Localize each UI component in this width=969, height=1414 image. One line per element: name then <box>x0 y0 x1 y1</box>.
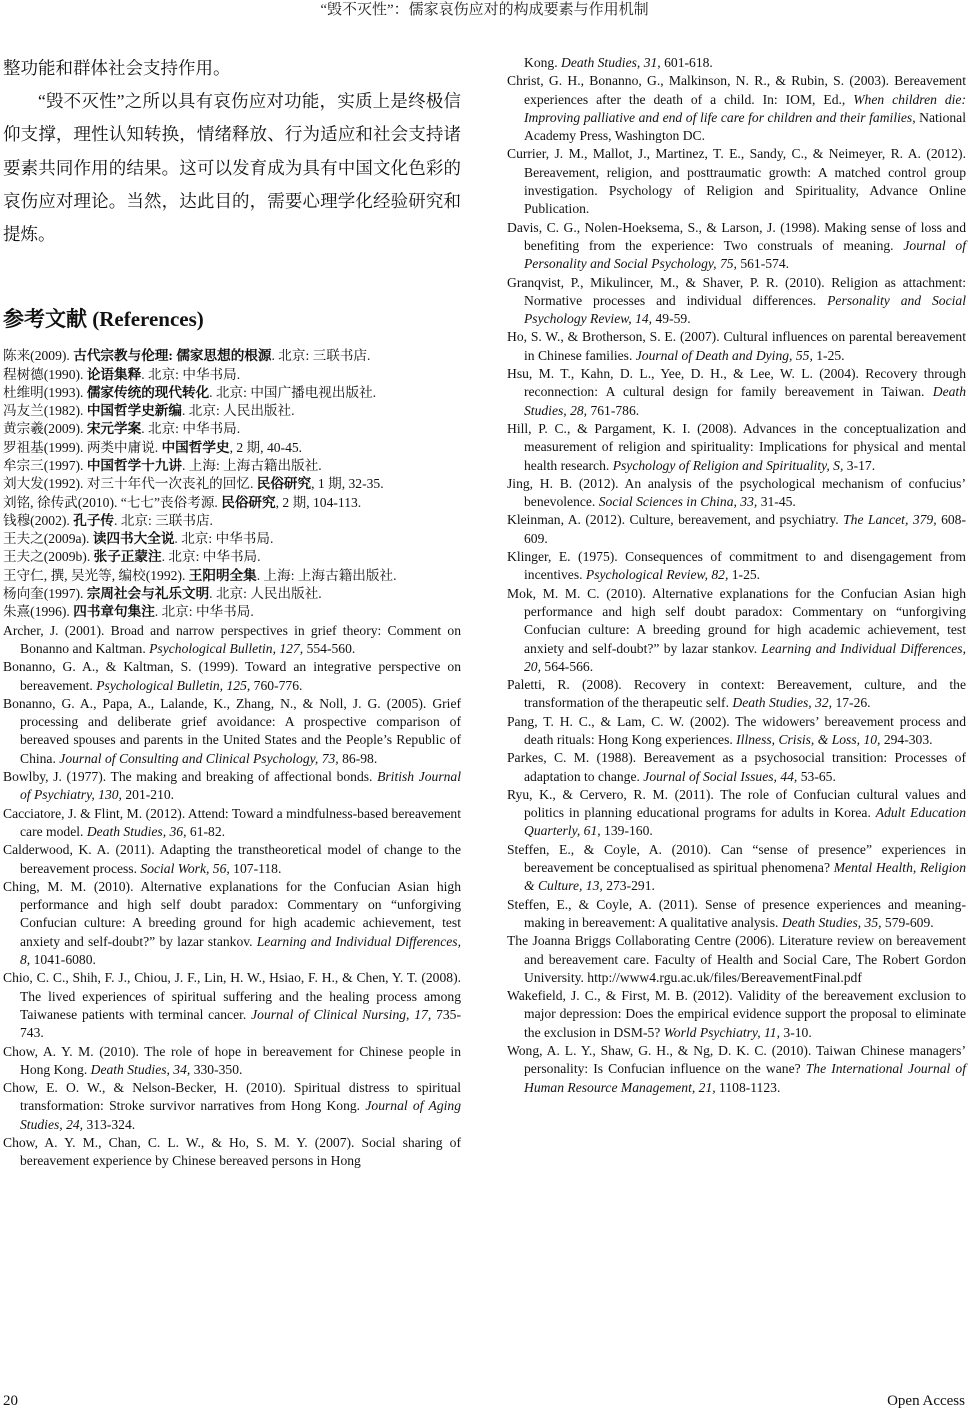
reference-source: Death Studies, 34, <box>90 1061 191 1077</box>
reference-text: Archer, J. (2001). Broad and narrow perspectives in grief theory: Comment on Bonanno and Kaltman. <box>3 622 461 656</box>
reference-text: . 北京: 中华书局. <box>141 421 241 437</box>
reference-text: . 北京: 人民出版社. <box>209 586 322 602</box>
reference-text: 杨向奎(1997). <box>3 586 87 602</box>
reference-entry <box>3 603 461 621</box>
reference-entry <box>507 475 966 512</box>
reference-text: Steffen, E., & Coyle, A. (2010). Can “sense of presence” experiences in bereavement be conceptualised as spiritual phenomena? <box>507 841 966 876</box>
reference-source: Journal of Personality and Social Psychology, 75, <box>524 237 966 272</box>
reference-source: The Lancet, 379, <box>843 512 937 528</box>
reference-text: 王夫之(2009b). <box>3 549 94 565</box>
reference-text: . 北京: 三联书店. <box>271 348 371 364</box>
reference-entry <box>3 494 461 512</box>
reference-text: 53-65. <box>797 768 836 784</box>
left-column <box>3 52 461 1171</box>
reference-text: 朱熹(1996). <box>3 604 74 620</box>
reference-text: Bonanno, G. A., & Kaltman, S. (1999). Toward an integrative perspective on bereavement. <box>3 659 461 693</box>
reference-entry <box>3 567 461 585</box>
reference-text: Chow, A. Y. M., Chan, C. L. W., & Ho, S. M. Y. (2007). Social sharing of bereavement experience by Chinese bereaved persons in Hong <box>3 1134 461 1169</box>
reference-source: Death Studies, 35, <box>781 914 882 930</box>
reference-entry <box>507 896 966 933</box>
reference-entry <box>3 384 461 402</box>
running-header: “毁不灭性”：儒家哀伤应对的构成要素与作用机制 <box>320 2 649 18</box>
reference-text: 735-743. <box>20 1006 461 1041</box>
reference-text: Parkes, C. M. (1988). Bereavement as a psychosocial transition: Processes of adaptation to change. <box>507 750 966 784</box>
reference-entry <box>3 512 461 530</box>
reference-source: Journal of Consulting and Clinical Psychology, 73, <box>59 750 339 766</box>
reference-text: The Joanna Briggs Collaborating Centre (2006). Literature review on bereavement and bereavement care. Faculty of Health and Social Care, The Robert Gordon University. http://www4.rgu.ac.uk/files/BereavementFinal.pdf <box>507 933 966 985</box>
reference-text: 程树德(1990). <box>3 366 87 382</box>
reference-text: Pang, T. H. C., & Lam, C. W. (2002). The widowers’ bereavement process and death rituals: Hong Kong experiences. <box>507 713 966 747</box>
reference-source: Death Studies, 32, <box>732 695 833 711</box>
reference-entry <box>507 54 966 72</box>
reference-text: . 上海: 上海古籍出版社. <box>256 567 397 583</box>
reference-entry <box>507 145 966 218</box>
reference-entry <box>507 932 966 987</box>
reference-text: 761-786. <box>587 402 640 418</box>
reference-entry <box>3 347 461 365</box>
reference-text: , 2 期, 104-113. <box>275 494 362 510</box>
reference-source: Death Studies, 36, <box>86 823 187 839</box>
reference-title: 论语集释 <box>86 366 142 382</box>
reference-text: 760-776. <box>250 677 303 693</box>
reference-entry <box>507 274 966 329</box>
reference-text: 31-45. <box>757 494 796 510</box>
reference-entry <box>3 1134 461 1171</box>
reference-text: 1041-6080. <box>30 952 96 968</box>
reference-entry <box>3 402 461 420</box>
reference-entry <box>3 658 461 695</box>
reference-source: Journal of Death and Dying, 55, <box>635 347 813 363</box>
reference-entry <box>3 1079 461 1134</box>
reference-entry <box>3 457 461 475</box>
reference-title: 中国哲学史新编 <box>86 403 182 419</box>
reference-text: 3-10. <box>780 1024 812 1040</box>
reference-entry <box>3 841 461 878</box>
reference-text: Christ, G. H., Bonanno, G., Malkinson, N. R., & Rubin, S. (2003). Bereavement experiences after the death of a child. In: IOM, Ed., <box>507 73 966 107</box>
reference-entry <box>507 749 966 786</box>
reference-entry <box>507 72 966 145</box>
reference-title: 王阳明全集 <box>188 567 257 583</box>
reference-title: 张子正蒙注 <box>93 549 162 565</box>
reference-entry <box>3 420 461 438</box>
reference-entry <box>3 585 461 603</box>
reference-title: 四书章句集注 <box>73 604 155 620</box>
reference-text: 杜维明(1993). <box>3 384 87 400</box>
reference-text: 201-210. <box>121 787 175 803</box>
reference-text: 313-324. <box>83 1116 136 1132</box>
reference-entry <box>507 786 966 841</box>
reference-title: 宋元学案 <box>86 421 142 437</box>
body-paragraph-2: “毁不灭性”之所以具有哀伤应对功能，实质上是终极信仰支撑，理性认知转换，情绪释放、行为适应和社会支持诸要素共同作用的结果。这可以发育成为具有中国文化色彩的哀伤应对理论。当然，达此目的，需要心理学化经验研究和提炼。 <box>3 91 461 245</box>
reference-text: Chow, E. O. W., & Nelson-Becker, H. (2010). Spiritual distress to spiritual transformation: Stroke survivor narratives from Hong Kong. <box>3 1080 461 1114</box>
reference-text: 17-26. <box>832 695 871 711</box>
reference-source: Adult Education Quarterly, 61, <box>524 805 966 839</box>
reference-text: Steffen, E., & Coyle, A. (2011). Sense of presence experiences and meaning-making in bereavement: A qualitative analysis. <box>507 896 966 930</box>
reference-text: Ho, S. W., & Brotherson, S. E. (2007). Cultural influences on parental bereavement in Chinese families. <box>507 329 966 363</box>
reference-text: 牟宗三(1997). <box>3 458 87 473</box>
reference-text: 49-59. <box>652 311 691 327</box>
reference-text: Calderwood, K. A. (2011). Adapting the transtheoretical model of change to the bereavement process. <box>3 842 461 876</box>
reference-entry <box>3 695 461 768</box>
reference-source: British Journal of Psychiatry, 130, <box>20 769 462 803</box>
reference-title: 民俗研究 <box>221 494 276 510</box>
body-paragraph-1: 整功能和群体社会支持作用。 <box>3 58 231 78</box>
reference-text: Bowlby, J. (1977). The making and breaking of affectional bonds. <box>3 769 378 785</box>
reference-text: 139-160. <box>600 823 653 839</box>
reference-text: Chio, C. C., Shih, F. J., Chiou, J. F., Lin, H. W., Hsiao, F. H., & Chen, Y. T. (2008). The lived experiences of spiritual suffering and the healing process among Taiwanese patients with terminal cancer. <box>3 970 461 1022</box>
reference-entry <box>3 548 461 566</box>
reference-entry <box>3 805 461 842</box>
reference-entry <box>3 475 461 493</box>
reference-text: 1108-1123. <box>715 1079 781 1095</box>
reference-text: 86-98. <box>338 750 378 766</box>
reference-text: 608-609. <box>524 512 966 546</box>
reference-text: 陈来(2009). <box>3 348 74 364</box>
reference-text: Wakefield, J. C., & First, M. B. (2012). Validity of the bereavement exclusion to major depression: Does the empirical evidence support the proposal to eliminate the exclusion in DSM-5? <box>507 988 966 1040</box>
reference-title: 儒家传统的现代转化 <box>86 384 210 400</box>
reference-source: Death Studies, 28, <box>524 384 966 418</box>
reference-text: Ching, M. M. (2010). Alternative explanations for the Confucian Asian high performance and high self doubt paradox: Commentary on “unforgiving Confucian culture: A breeding ground for high academic achievement, test anxiety and self-doubt?” by lazar stankov. <box>3 878 461 949</box>
reference-text: Jing, H. B. (2012). An analysis of the psychological mechanism of confucius’ benevolence. <box>507 475 966 510</box>
reference-source: Psychological Review, 82, <box>585 567 729 583</box>
reference-text: 冯友兰(1982). <box>3 403 87 419</box>
reference-source: Journal of Social Issues, 44, <box>643 768 798 784</box>
reference-text: 554-560. <box>303 640 356 656</box>
reference-text: 561-574. <box>736 256 790 272</box>
reference-text: 1-25. <box>728 567 761 583</box>
reference-source: Social Work, 56, <box>140 860 230 876</box>
reference-entry <box>3 530 461 548</box>
reference-title: 古代宗教与伦理: 儒家思想的根源 <box>73 348 272 364</box>
reference-text: 刘铭, 徐传武(2010). “七七”丧俗考源. <box>3 494 222 510</box>
reference-entry <box>507 511 966 548</box>
reference-text: 107-118. <box>229 860 282 876</box>
reference-source: Death Studies, 31, <box>561 55 661 70</box>
reference-source: Mental Health, Religion & Culture, 13, <box>524 860 967 894</box>
reference-source: Learning and Individual Differences, 20, <box>524 640 966 674</box>
reference-entry <box>507 987 966 1042</box>
reference-text: . 北京: 人民出版社. <box>181 403 295 419</box>
reference-text: Hill, P. C., & Pargament, K. I. (2008). Advances in the conceptualization and measurement of religion and spirituality: Implications for physical and mental health research. <box>507 420 966 473</box>
reference-text: 579-609. <box>881 914 934 930</box>
reference-title: 孔子传 <box>73 512 115 528</box>
reference-text: 罗祖基(1999). 两类中庸说. <box>3 439 162 455</box>
reference-entry <box>3 622 461 659</box>
reference-source: Psychological Bulletin, 127, <box>149 640 304 656</box>
reference-entry <box>507 841 966 896</box>
reference-text: 王守仁, 撰, 吴光等, 编校(1992). <box>3 567 189 583</box>
references-list-left <box>3 347 461 1170</box>
reference-source: Journal of Clinical Nursing, 17, <box>251 1006 432 1022</box>
references-list-right <box>507 54 966 1097</box>
reference-source: Psychology of Religion and Spirituality, S, <box>612 457 844 473</box>
reference-text: . 北京: 中华书局. <box>154 604 254 620</box>
reference-text: 王夫之(2009a). <box>3 531 93 547</box>
reference-text: 刘大发(1992). 对三十年代一次丧礼的回忆. <box>3 476 257 492</box>
reference-entry <box>507 1042 966 1097</box>
reference-text: 601-618. <box>660 55 713 70</box>
reference-source: When children die: Improving palliative and end of life care for children and their families <box>524 91 966 125</box>
reference-text: Kleinman, A. (2012). Culture, bereavement, and psychiatry. <box>507 512 844 528</box>
reference-source: Illness, Crisis, & Loss, 10, <box>736 731 881 747</box>
reference-source: The International Journal of Human Resource Management, 21, <box>524 1061 966 1095</box>
reference-text: . 北京: 中华书局. <box>161 549 261 565</box>
reference-text: , National Academy Press, Washington DC. <box>524 109 966 144</box>
reference-text: Klinger, E. (1975). Consequences of commitment to and disengagement from incentives. <box>507 549 966 583</box>
reference-text: Paletti, R. (2008). Recovery in context: Bereavement, culture, and the transformation of the therapeutic self. <box>507 677 966 711</box>
reference-text: . 北京: 中华书局. <box>141 366 241 382</box>
reference-text: Currier, J. M., Mallot, J., Martinez, T. E., Sandy, C., & Neimeyer, R. A. (2012). Bereavement, religion, and posttraumatic growth: A matched control group investigation. Psychology of Religion and Spirituality, Advance Online Publication. <box>507 146 966 217</box>
reference-title: 宗周社会与礼乐文明 <box>86 586 210 602</box>
reference-source: World Psychiatry, 11, <box>663 1024 780 1040</box>
reference-title: 中国哲学史 <box>161 439 230 455</box>
reference-entry <box>507 548 966 585</box>
reference-title: 中国哲学十九讲 <box>86 458 182 473</box>
reference-title: 读四书大全说 <box>92 531 175 547</box>
reference-entry <box>3 366 461 384</box>
reference-text: . 北京: 中华书局. <box>174 531 274 547</box>
reference-text: , 2 期, 40-45. <box>229 439 303 455</box>
reference-text: . 上海: 上海古籍出版社. <box>181 458 322 473</box>
reference-source: Social Sciences in China, 33, <box>598 494 758 510</box>
reference-text: Wong, A. L. Y., Shaw, G. H., & Ng, D. K. C. (2010). Taiwan Chinese managers’ personality: Is Confucian influence on the wane? <box>507 1043 966 1077</box>
reference-entry <box>507 365 966 420</box>
reference-text: 3-17. <box>843 457 876 473</box>
reference-text: Mok, M. M. C. (2010). Alternative explanations for the Confucian Asian high performance and high self doubt paradox: Commentary on “unforgiving Confucian culture: A breeding ground for high academic achievement, test anxiety and self-doubt?” by lazar stankov. <box>507 585 966 656</box>
reference-entry <box>3 439 461 457</box>
reference-text: 330-350. <box>190 1061 243 1077</box>
reference-text: 294-303. <box>880 731 933 747</box>
reference-entry <box>3 878 461 969</box>
reference-source: Learning and Individual Differences, 8, <box>20 933 461 968</box>
reference-text: Chow, A. Y. M. (2010). The role of hope in bereavement for Chinese people in Hong Kong. <box>3 1043 461 1077</box>
reference-text: . 北京: 三联书店. <box>114 512 213 528</box>
right-column <box>507 54 966 1097</box>
reference-entry <box>507 328 966 365</box>
reference-text: . 北京: 中国广播电视出版社. <box>209 384 377 400</box>
reference-text: Granqvist, P., Mikulincer, M., & Shaver, P. R. (2010). Religion as attachment: Normative processes and individual differences. <box>507 274 966 308</box>
page-number: 20 <box>3 1393 18 1409</box>
reference-text: Kong. <box>524 55 562 70</box>
reference-text: 1-25. <box>812 347 845 363</box>
reference-text: Cacciatore, J. & Flint, M. (2012). Attend: Toward a mindfulness-based bereavement care model. <box>3 805 461 839</box>
reference-text: Davis, C. G., Nolen-Hoeksema, S., & Larson, J. (1998). Making sense of loss and benefiting from the experience: Two construals of meaning. <box>507 219 966 253</box>
reference-entry <box>507 219 966 274</box>
reference-entry <box>507 676 966 713</box>
reference-text: 564-566. <box>541 658 594 674</box>
reference-entry <box>507 713 966 750</box>
reference-text: Hsu, M. T., Kahn, D. L., Yee, D. H., & Lee, W. L. (2004). Recovery through reconnection: A cultural design for family bereavement in Taiwan. <box>507 366 966 400</box>
reference-source: Psychological Bulletin, 125, <box>96 677 251 693</box>
reference-entry <box>3 1043 461 1080</box>
reference-text: , 1 期, 32-35. <box>311 476 384 492</box>
reference-text: 黄宗羲(2009). <box>3 421 87 437</box>
reference-entry <box>507 585 966 676</box>
reference-entry <box>3 768 461 805</box>
reference-title: 民俗研究 <box>256 476 312 492</box>
footer-label: Open Access <box>887 1393 965 1409</box>
reference-text: 273-291. <box>602 878 655 894</box>
reference-text: 61-82. <box>186 823 226 839</box>
reference-entry <box>507 420 966 475</box>
reference-source: Personality and Social Psychology Review, 14, <box>524 292 966 327</box>
reference-text: Bonanno, G. A., Papa, A., Lalande, K., Zhang, N., & Noll, J. G. (2005). Grief processing and deliberate grief avoidance: A prospective comparison of bereaved spouses and parents in the United States and the People’s Republic of China. <box>3 695 461 766</box>
reference-text: 钱穆(2002). <box>3 512 74 528</box>
reference-text: Ryu, K., & Cervero, R. M. (2011). The role of Confucian cultural values and politics in planning educational programs for adults in Korea. <box>507 786 966 821</box>
reference-entry <box>3 969 461 1042</box>
references-heading: 参考文献 (References) <box>3 307 204 332</box>
reference-source: Journal of Aging Studies, 24, <box>20 1098 461 1132</box>
